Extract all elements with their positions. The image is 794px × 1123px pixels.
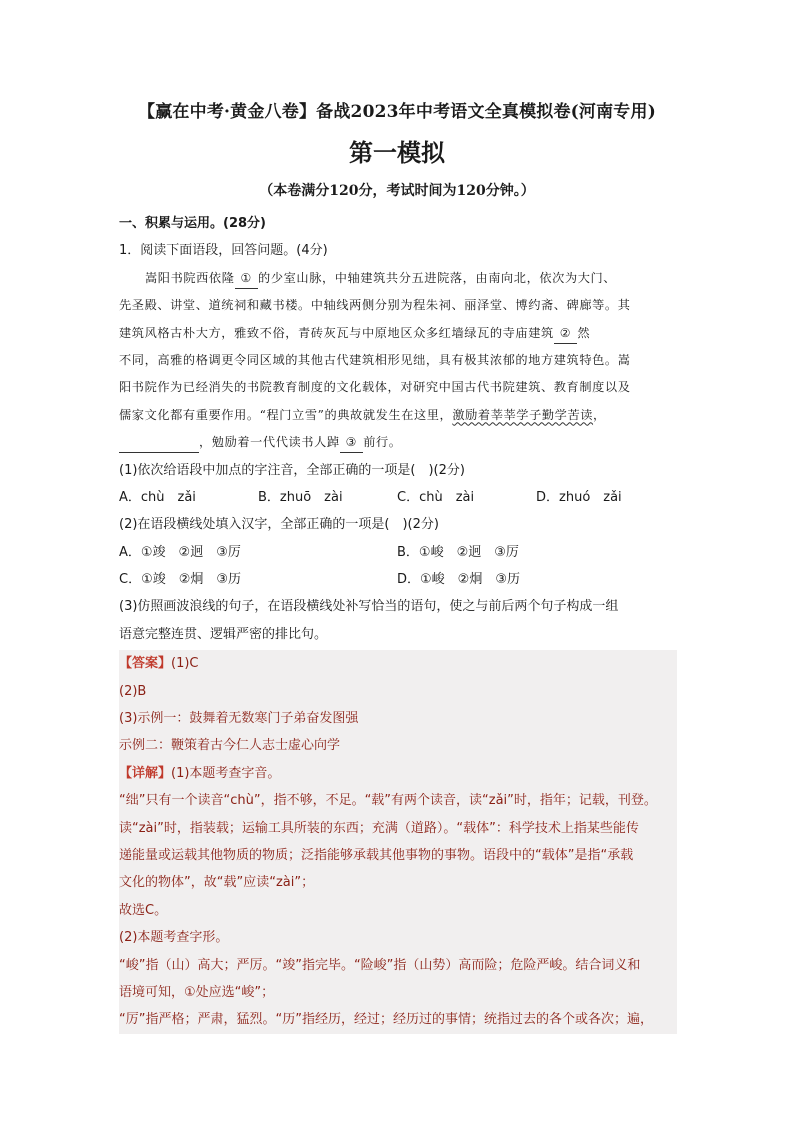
answer-line: 【答案】(1)C	[119, 656, 199, 672]
detail-line: 读“zài”时，指装载；运输工具所装的东西；充满（道路）。“载体”：科学技术上指某些能传	[119, 820, 639, 836]
option-a: A．①竣 ②迥 ③厉	[119, 544, 241, 560]
sub-question-2: (2)在语段横线处填入汉字，全部正确的一项是( )(2分)	[119, 517, 439, 533]
detail-line: 文化的物体”，故“载”应读“zài”；	[119, 875, 315, 891]
detail-line: “厉”指严格；严肃，猛烈。“历”指经历，经过；经历过的事情；统指过去的各个或各次；遍，	[119, 1012, 653, 1028]
answer-block	[119, 650, 677, 1033]
answer-blank	[119, 432, 199, 453]
answer-tag: 【答案】	[119, 656, 172, 672]
detail-line: “峻”指（山）高大；严厉。“竣”指完毕。“险峻”指（山势）高而险；危险严峻。结合词义和	[119, 957, 641, 973]
detail-tag: 【详解】	[119, 765, 172, 781]
fill-blank-2: ②	[554, 323, 578, 344]
exam-subtitle: 第一模拟	[349, 138, 445, 167]
option-c: C．①竣 ②炯 ③历	[119, 572, 242, 588]
answer-line: (2)B	[119, 683, 147, 699]
detail-line: (2)本题考查字形。	[119, 930, 229, 946]
fill-blank-1: ①	[235, 268, 259, 289]
passage-line: 阳书院作为已经消失的书院教育制度的文化载体，对研究中国古代书院建筑、教育制度以及	[119, 380, 631, 395]
wavy-underlined-sentence: 激励着莘莘学子勤学苦读	[452, 407, 594, 422]
section-heading: 一、积累与运用。(28分)	[119, 216, 266, 231]
passage-line: ，勉励着一代代读书人踔 ③ 前行。	[119, 429, 677, 456]
exam-note: （本卷满分120分，考试时间为120分钟。）	[259, 183, 535, 199]
detail-line: 故选C。	[119, 902, 168, 918]
detail-line: 语境可知，①处应选“峻”；	[119, 984, 275, 1000]
fill-blank-3: ③	[340, 432, 364, 453]
document-body	[119, 210, 677, 1034]
sub-question-3: (3)仿照画波浪线的句子，在语段横线处补写恰当的语句，使之与前后两个句子构成一组	[119, 599, 619, 615]
option-row	[119, 566, 677, 593]
option-row	[119, 539, 677, 566]
answer-line: 示例二：鞭策着古今仁人志士虚心向学	[119, 738, 341, 754]
detail-line: “绌”只有一个读音“chù”，指不够，不足。“载”有两个读音，读“zǎi”时，指年；记载，刊登。	[119, 793, 657, 809]
passage-line: 不同，高雅的格调更令同区域的其他古代建筑相形见绌，具有极其浓郁的地方建筑特色。嵩	[119, 352, 631, 367]
option-row	[119, 484, 677, 511]
sub-question-3-cont: 语意完整连贯、逻辑严密的排比句。	[119, 626, 328, 642]
option-b: B．zhuō zài	[258, 489, 343, 505]
sub-question-1: (1)依次给语段中加点的字注音，全部正确的一项是( )(2分)	[119, 462, 465, 478]
answer-line: (3)示例一：鼓舞着无数寒门子弟奋发图强	[119, 711, 359, 727]
option-a: A．chù zǎi	[119, 489, 196, 505]
option-d: D．zhuó zǎi	[536, 489, 622, 505]
question-stem: 1．阅读下面语段，回答问题。(4分)	[119, 243, 328, 259]
option-b: B．①峻 ②迥 ③厉	[397, 544, 519, 560]
passage-line: 先圣殿、讲堂、道统祠和藏书楼。中轴线两侧分别为程朱祠、丽泽堂、博约斋、碑廊等。其	[119, 298, 631, 313]
detail-line: 递能量或运载其他物质的物质；泛指能够承载其他事物的事物。语段中的“载体”是指“承载	[119, 847, 634, 863]
passage-line: 嵩阳书院西依隆 ① 的少室山脉，中轴建筑共分五进院落，由南向北，依次为大门、	[119, 265, 677, 292]
detail-line: 【详解】(1)本题考查字音。	[119, 765, 281, 781]
exam-title: 【赢在中考·黄金八卷】备战2023年中考语文全真模拟卷(河南专用)	[138, 102, 656, 122]
option-d: D．①峻 ②炯 ③历	[397, 572, 520, 588]
passage-line: 建筑风格古朴大方，雅致不俗，青砖灰瓦与中原地区众多红墙绿瓦的寺庙建筑 ② 然	[119, 320, 677, 347]
passage-line: 儒家文化都有重要作用。“程门立雪”的典故就发生在这里，激励着莘莘学子勤学苦读，	[119, 407, 606, 422]
option-c: C．chù zài	[397, 489, 475, 505]
